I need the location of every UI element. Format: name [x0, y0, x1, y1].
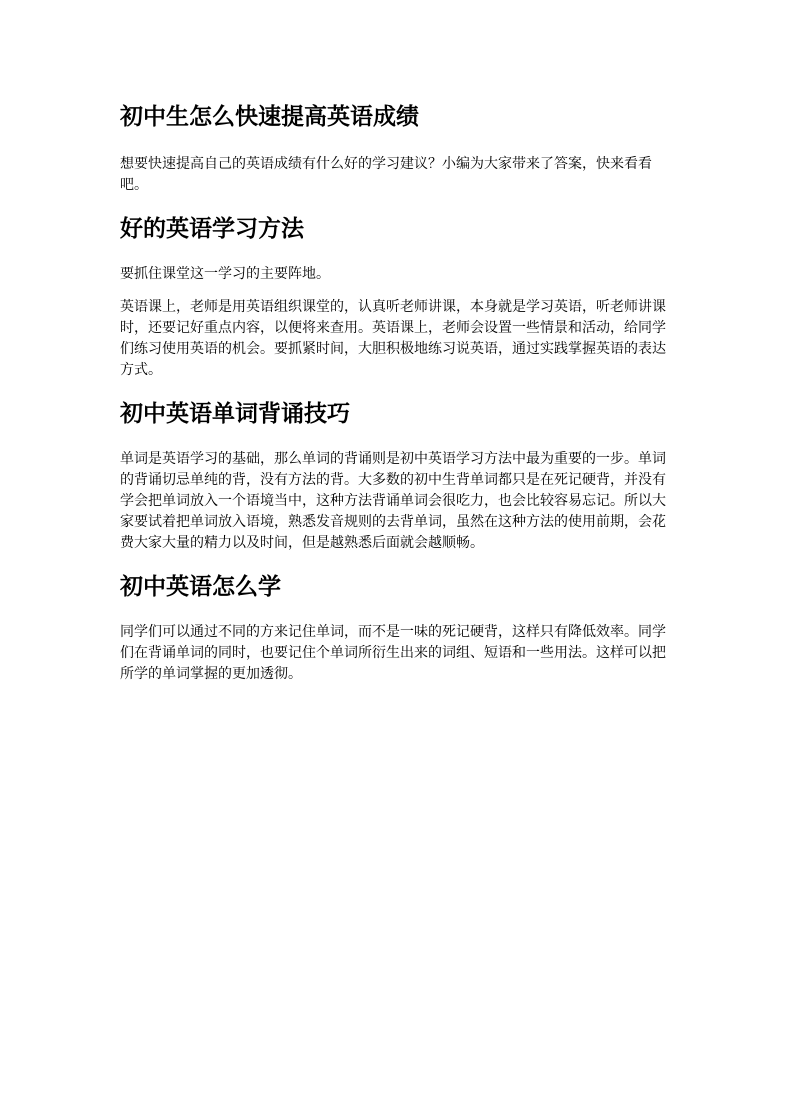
section-heading-how-to-learn: 初中英语怎么学	[120, 573, 281, 600]
paragraph-study-method-2: 英语课上，老师是用英语组织课堂的，认真听老师讲课，本身就是学习英语，听老师讲课时，还要记好重点内容，以便将来查用。英语课上，老师会设置一些情景和活动，给同学们练习使用英语的机会。要抓紧时间，大胆积极地练习说英语，通过实践掌握英语的表达方式。	[120, 299, 666, 378]
section-heading-study-method: 好的英语学习方法	[120, 215, 304, 242]
section-heading-word-memorization: 初中英语单词背诵技巧	[120, 400, 350, 427]
intro-paragraph: 想要快速提高自己的英语成绩有什么好的学习建议？小编为大家带来了答案，快来看看吧。	[120, 156, 652, 193]
page-title: 初中生怎么快速提高英语成绩	[120, 103, 419, 130]
paragraph-word-memorization: 单词是英语学习的基础，那么单词的背诵则是初中英语学习方法中最为重要的一步。单词的背诵切忌单纯的背，没有方法的背。大多数的初中生背单词都只是在死记硬背，并没有学会把单词放入一个语境当中，这种方法背诵单词会很吃力，也会比较容易忘记。所以大家要试着把单词放入语境，熟悉发音规则的去背单词，虽然在这种方法的使用前期，会花费大家大量的精力以及时间，但是越熟悉后面就会越顺畅。	[120, 451, 666, 551]
document-page	[120, 100, 676, 685]
paragraph-study-method-1: 要抓住课堂这一学习的主要阵地。	[120, 266, 330, 282]
paragraph-how-to-learn: 同学们可以通过不同的方来记住单词，而不是一味的死记硬背，这样只有降低效率。同学们在背诵单词的同时，也要记住个单词所衍生出来的词组、短语和一些用法。这样可以把所学的单词掌握的更加透彻。	[120, 624, 666, 682]
